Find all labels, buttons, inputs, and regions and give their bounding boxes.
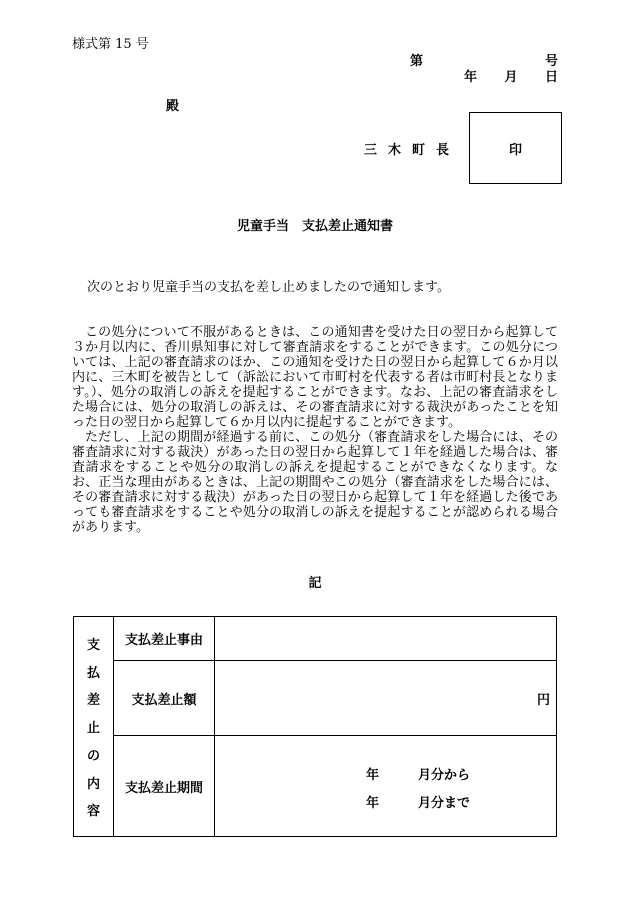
- side-label-char: 内: [86, 776, 100, 792]
- side-label-char: 払: [86, 665, 100, 681]
- amount-unit: 円: [536, 692, 550, 708]
- side-label: [74, 617, 114, 836]
- seal-box: [469, 112, 562, 184]
- date-line: [464, 66, 558, 85]
- ki-heading: 記: [308, 576, 322, 591]
- notice-paragraph: この処分について不服があるときは、この通知書を受けた日の翌日から起算して３か月以内に、香川県知事に対して審査請求をすることができます。この処分については、上記の審査請求のほか、この通知を受けた日の翌日から起算して６か月以内に、三木町を被告として（訴訟において市町村を代表する者は市町村長となります。）、処分の取消しの訴えを提起することができます。なお、上記の審査請求をした場合には、処分の取消しの訴えは、その審査請求に対する裁決があったことを知った日の翌日から起算して６か月以内に提起することができます。: [72, 325, 558, 430]
- appeal-notice: [72, 325, 558, 535]
- form-number: 様式第 15 号: [72, 37, 149, 52]
- period-from-month: 月分から: [418, 768, 471, 783]
- amount-label: 支払差止額: [114, 661, 215, 736]
- period-from-year: 年: [366, 768, 380, 783]
- amount-field[interactable]: [215, 661, 556, 736]
- number-prefix: 第: [410, 54, 424, 69]
- period-label: 支払差止期間: [114, 736, 215, 836]
- side-label-char: 止: [86, 721, 100, 736]
- period-to-month: 月分まで: [418, 796, 471, 811]
- side-label-char: 容: [86, 804, 100, 820]
- issuer-name: 三木町長: [364, 143, 461, 158]
- date-day: 日: [544, 70, 558, 85]
- date-month: 月: [504, 70, 518, 85]
- side-label-char: の: [86, 748, 100, 764]
- period-field[interactable]: [215, 736, 556, 836]
- period-to-year: 年: [366, 796, 380, 811]
- document-title: 児童手当 支払差止通知書: [236, 219, 393, 234]
- intro-text: 次のとおり児童手当の支払を差し止めましたので通知します。: [87, 280, 450, 295]
- date-year: 年: [464, 70, 478, 85]
- reason-label: 支払差止事由: [114, 617, 215, 661]
- notice-paragraph: ただし、上記の期間が経過する前に、この処分（審査請求をした場合には、その審査請求に対する裁決）があった日の翌日から起算して１年を経過した場合は、審査請求をすることや処分の取消しの訴えを提起することができなくなります。なお、正当な理由があるときは、上記の期間やこの処分（審査請求をした場合には、その審査請求に対する裁決）があった日の翌日から起算して１年を経過した後であっても審査請求をすることや処分の取消しの訴えを提起することが認められる場合があります。: [72, 430, 558, 535]
- reason-field[interactable]: [215, 617, 556, 661]
- addressee-honorific: 殿: [166, 99, 180, 114]
- side-label-char: 支: [86, 637, 100, 653]
- number-suffix: 号: [544, 54, 558, 69]
- period-from: [366, 764, 470, 783]
- seal-label: 印: [508, 142, 522, 158]
- period-to: [366, 792, 470, 811]
- side-label-char: 差: [86, 693, 100, 709]
- detail-table: [73, 616, 557, 837]
